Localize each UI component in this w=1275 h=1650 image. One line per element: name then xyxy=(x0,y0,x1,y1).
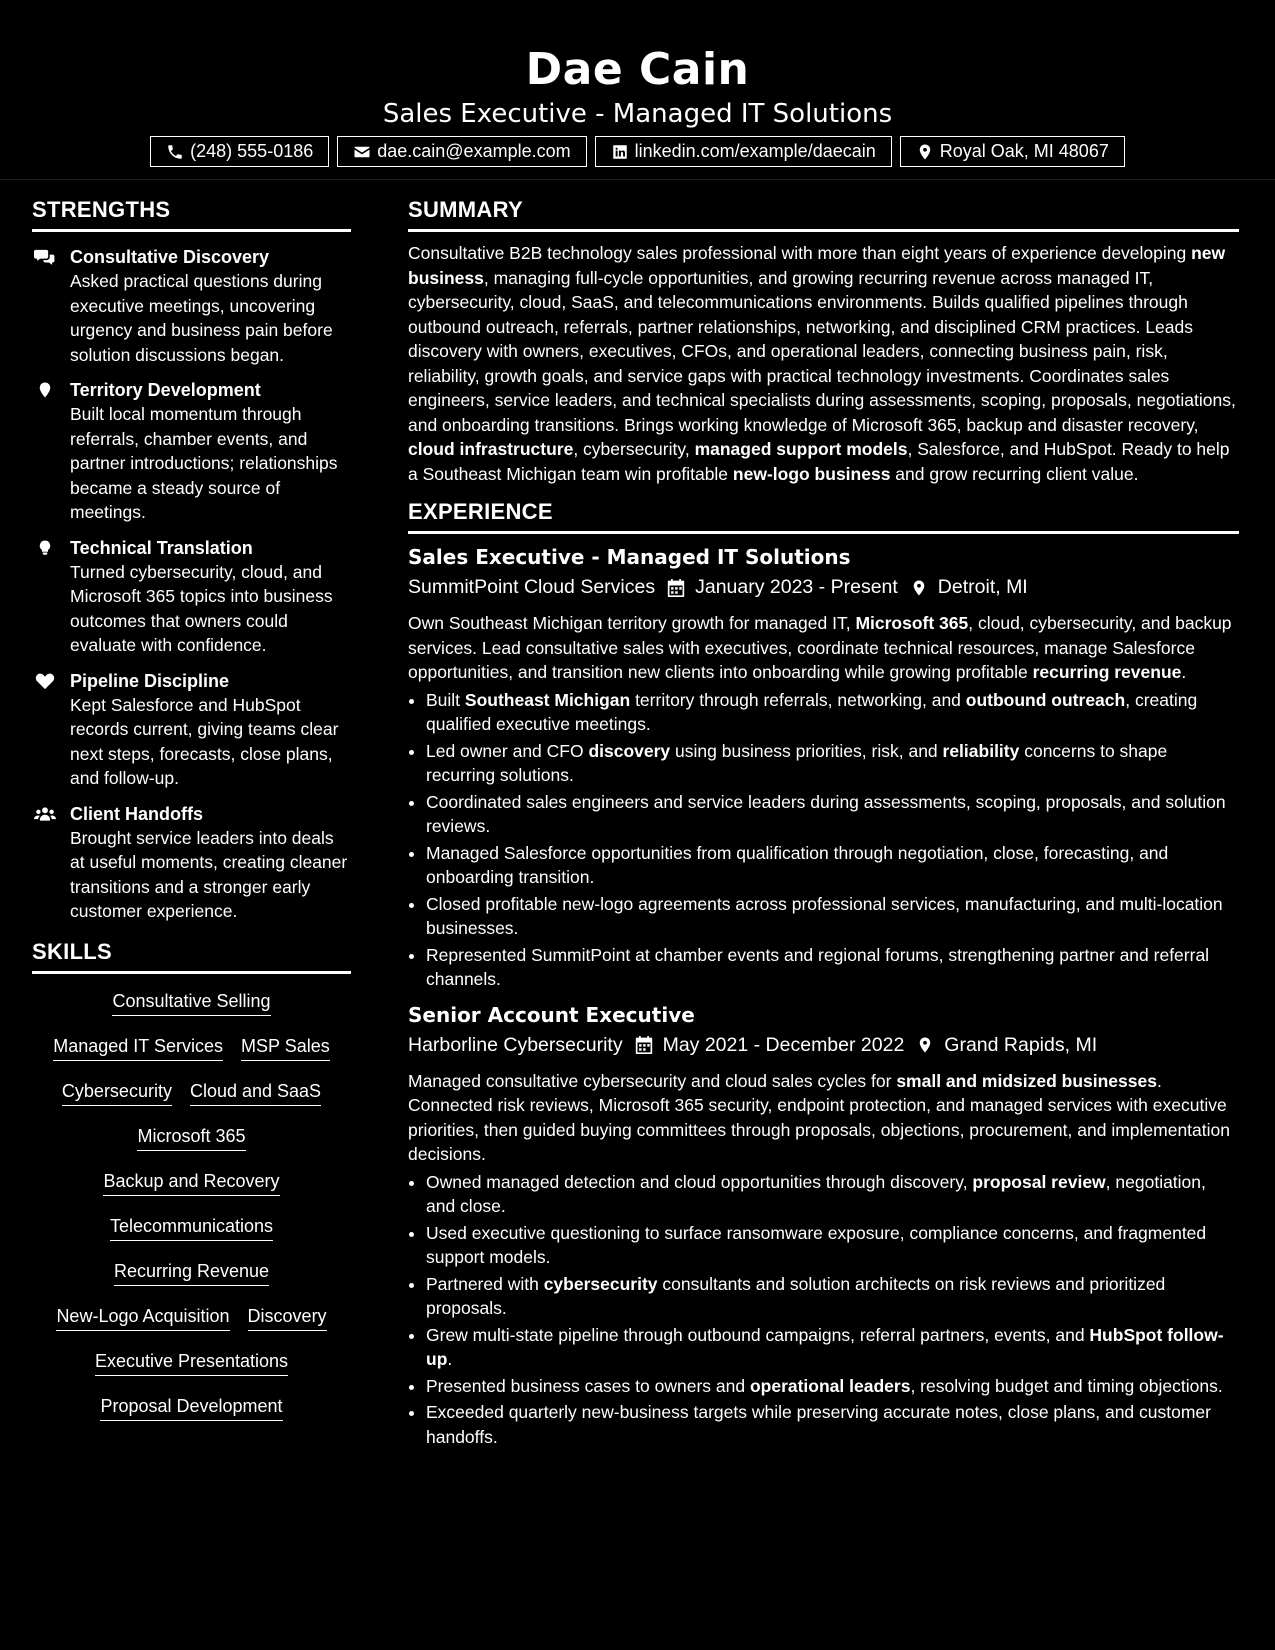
right-column xyxy=(408,196,1239,1451)
strength-item xyxy=(32,245,351,367)
strength-text: Built local momentum through referrals, chamber events, and partner introductions; relationships became a steady source of meetings. xyxy=(70,404,338,522)
list-item: • Used executive questioning to surface ransomware exposure, compliance concerns, and fragmented support models. xyxy=(426,1221,1239,1270)
strength-item xyxy=(32,378,351,525)
summary-heading: SUMMARY xyxy=(408,196,1239,232)
contact-phone-text: (248) 555-0186 xyxy=(190,141,314,161)
contact-linkedin-text: linkedin.com/example/daecain xyxy=(634,141,876,161)
calendar-icon xyxy=(635,1035,653,1055)
contact-location-text: Royal Oak, MI 48067 xyxy=(939,141,1109,161)
strength-title: Technical Translation xyxy=(70,537,253,558)
map-pin-icon xyxy=(916,143,934,161)
job-description: Own Southeast Michigan territory growth for managed IT, Microsoft 365, cloud, cybersecurity, and backup services. Lead consultative sales with executives, coordinate technical resources, manage Salesforce opportunities, and transition new clients into onboarding while growing profitable recurring revenue. xyxy=(408,613,1232,682)
strengths-heading: STRENGTHS xyxy=(32,196,351,232)
list-item: • Presented business cases to owners and operational leaders, resolving budget and timing objections. xyxy=(426,1374,1239,1399)
skill-tag: MSP Sales xyxy=(241,1033,330,1061)
list-item: • Closed profitable new-logo agreements across professional services, manufacturing, and multi-location businesses. xyxy=(426,892,1239,941)
comments-icon xyxy=(34,248,56,266)
list-item: • Partnered with cybersecurity consultants and solution architects on risk reviews and prioritized proposals. xyxy=(426,1272,1239,1321)
strength-text: Turned cybersecurity, cloud, and Microsoft 365 topics into business outcomes that owners could evaluate with confidence. xyxy=(70,561,333,655)
skill-row xyxy=(53,1033,329,1078)
skill-tag: Telecommunications xyxy=(110,1213,273,1241)
candidate-name: Dae Cain xyxy=(525,44,750,95)
users-icon xyxy=(34,805,56,823)
map-pin-icon xyxy=(34,381,56,399)
job-title: Senior Account Executive xyxy=(408,1002,695,1027)
job-company: Harborline Cybersecurity xyxy=(408,1033,623,1056)
phone-icon xyxy=(166,143,184,161)
list-item: • Owned managed detection and cloud opportunities through discovery, proposal review, negotiation, and close. xyxy=(426,1170,1239,1219)
job-description: Managed consultative cybersecurity and cloud sales cycles for small and midsized businesses. Connected risk reviews, Microsoft 365 security, endpoint protection, and managed services with executive priorities, then guided buying committees through proposals, objections, procurement, and implementation decisions. xyxy=(408,1070,1230,1164)
job-company: SummitPoint Cloud Services xyxy=(408,576,656,598)
skill-tag: Recurring Revenue xyxy=(114,1258,269,1286)
list-item: • Managed Salesforce opportunities from qualification through negotiation, close, forecasting, and onboarding transition. xyxy=(426,841,1239,890)
skill-row xyxy=(62,1078,321,1123)
map-pin-icon xyxy=(916,1035,934,1055)
job-location: Detroit, MI xyxy=(937,576,1028,598)
strength-text: Brought service leaders into deals at useful moments, creating cleaner transitions and a stronger early customer experience. xyxy=(70,827,348,921)
strengths-list xyxy=(32,245,351,924)
skill-row xyxy=(110,1213,273,1258)
contact-bar xyxy=(0,136,1275,167)
skills-list xyxy=(32,988,351,1438)
strength-text: Kept Salesforce and HubSpot records current, giving teams clear next steps, forecasts, close plans, and follow-up. xyxy=(70,694,339,788)
skill-tag: Managed IT Services xyxy=(53,1033,223,1061)
resume-header xyxy=(0,0,1275,180)
map-pin-icon xyxy=(910,578,928,598)
list-item: • Coordinated sales engineers and service leaders during assessments, scoping, proposals, and solution reviews. xyxy=(426,790,1239,839)
experience-list xyxy=(408,542,1239,1449)
job-bullets xyxy=(408,688,1239,992)
skill-row xyxy=(100,1393,282,1438)
skill-tag: Consultative Selling xyxy=(112,988,270,1016)
calendar-icon xyxy=(667,578,685,598)
skill-row xyxy=(103,1168,279,1213)
skill-tag: Executive Presentations xyxy=(95,1348,288,1376)
job-entry xyxy=(408,542,1239,992)
contact-email-text: dae.cain@example.com xyxy=(377,141,571,161)
skill-tag: Microsoft 365 xyxy=(137,1123,245,1151)
contact-phone[interactable] xyxy=(150,136,329,167)
list-item: • Represented SummitPoint at chamber events and regional forums, strengthening partner and referral channels. xyxy=(426,943,1239,992)
job-entry xyxy=(408,1000,1239,1450)
contact-location[interactable] xyxy=(900,136,1125,167)
contact-linkedin[interactable] xyxy=(595,136,892,167)
job-title: Sales Executive - Managed IT Solutions xyxy=(408,545,851,569)
list-item: • Led owner and CFO discovery using business priorities, risk, and reliability concerns to shape recurring solutions. xyxy=(426,739,1239,788)
strength-item xyxy=(32,802,351,924)
list-item: • Exceeded quarterly new-business targets while preserving accurate notes, close plans, and customer handoffs. xyxy=(426,1400,1239,1449)
contact-email[interactable] xyxy=(337,136,586,167)
job-meta xyxy=(408,1030,1239,1061)
job-dates: January 2023 - Present xyxy=(695,576,898,598)
job-location: Grand Rapids, MI xyxy=(944,1033,1098,1056)
strength-item xyxy=(32,536,351,658)
summary-text: Consultative B2B technology sales professional with more than eight years of experience developing new business, managing full-cycle opportunities, and growing recurring revenue across managed IT, cybersecurity, cloud, SaaS, and telecommunications environments. Builds qualified pipelines through outbound outreach, referrals, partner relationships, networking, and disciplined CRM practices. Leads discovery with owners, executives, CFOs, and operational leaders, connecting business pain, risk, reliability, growth goals, and service gaps with practical technology investments. Coordinates sales engineers, service leaders, and technical specialists during assessments, scoping, proposals, negotiations, and onboarding transitions. Brings working knowledge of Microsoft 365, backup and disaster recovery, cloud infrastructure, cybersecurity, managed support models, Salesforce, and HubSpot. Ready to help a Southeast Michigan team win profitable new-logo business and grow recurring client value. xyxy=(408,243,1236,484)
skill-tag: Cloud and SaaS xyxy=(190,1078,321,1106)
skill-row xyxy=(56,1303,326,1348)
skill-row xyxy=(137,1123,245,1168)
candidate-title: Sales Executive - Managed IT Solutions xyxy=(382,99,893,129)
skills-heading: SKILLS xyxy=(32,938,351,974)
left-column xyxy=(32,196,351,1438)
strength-text: Asked practical questions during executive meetings, uncovering urgency and business pain before solution discussions began. xyxy=(70,271,333,365)
skill-tag: Cybersecurity xyxy=(62,1078,172,1106)
strength-title: Consultative Discovery xyxy=(70,247,270,267)
skill-row xyxy=(114,1258,269,1303)
strength-title: Territory Development xyxy=(70,380,261,400)
envelope-icon xyxy=(353,143,371,161)
list-item: • Grew multi-state pipeline through outbound campaigns, referral partners, events, and HubSpot follow-up. xyxy=(426,1323,1239,1372)
job-meta xyxy=(408,572,1239,603)
skill-tag: Backup and Recovery xyxy=(103,1168,279,1196)
skill-tag: Discovery xyxy=(248,1303,327,1331)
skill-row xyxy=(112,988,270,1033)
lightbulb-icon xyxy=(34,539,56,557)
skill-row xyxy=(95,1348,288,1393)
job-bullets xyxy=(408,1170,1239,1450)
linkedin-icon xyxy=(611,143,629,161)
list-item: • Built Southeast Michigan territory through referrals, networking, and outbound outreach, creating qualified executive meetings. xyxy=(426,688,1239,737)
job-dates: May 2021 - December 2022 xyxy=(662,1033,905,1056)
skill-tag: Proposal Development xyxy=(100,1393,282,1421)
strength-title: Client Handoffs xyxy=(70,803,203,824)
strength-item xyxy=(32,669,351,791)
skill-tag: New-Logo Acquisition xyxy=(56,1303,229,1331)
heart-icon xyxy=(34,672,56,690)
experience-heading: EXPERIENCE xyxy=(408,498,1239,534)
strength-title: Pipeline Discipline xyxy=(70,670,230,691)
